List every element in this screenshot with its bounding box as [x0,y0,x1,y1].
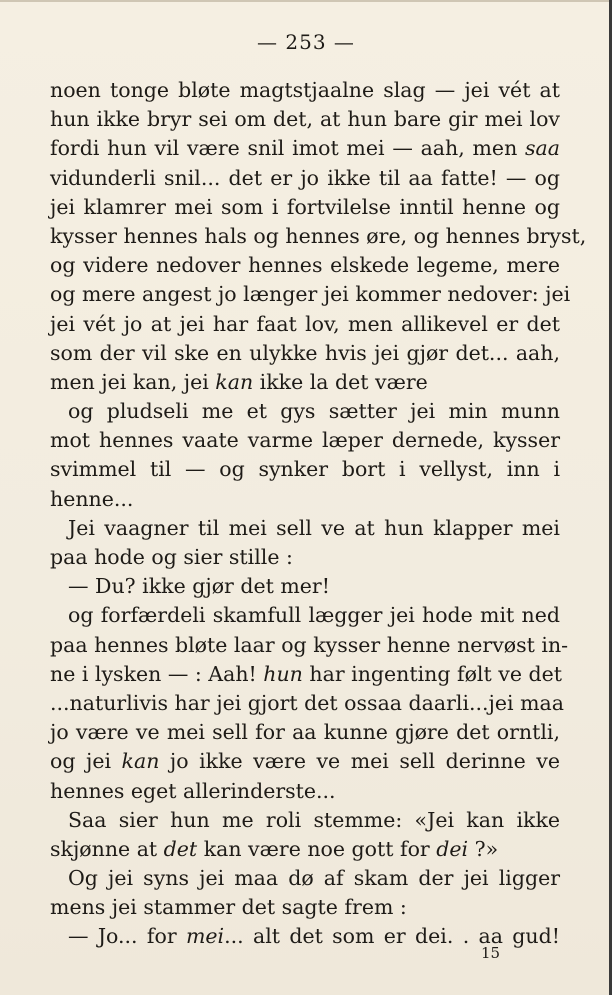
text-run: — Jo... for [68,924,186,949]
text-line [50,747,560,776]
text-run: henne... [50,486,134,511]
text-line [50,689,565,718]
text-line [50,222,587,251]
text-run: har ingenting følt ve det [302,661,562,686]
text-run: og pludseli me et gys sætter jei min munn [68,399,560,424]
text-line [50,193,560,222]
text-line [50,806,560,835]
text-run: men jei kan, jei [50,369,216,394]
text-line [50,893,560,922]
emphasized-text: mei [185,924,225,949]
text-run: svimmel til — og synker bort i vellyst, inn i [50,457,560,482]
text-run: fordi hun vil være snil imot mei — aah, men [50,136,526,161]
text-line [50,280,571,309]
text-run: mens jei stammer det sagte frem : [50,895,407,920]
text-run: ?» [468,836,499,861]
text-line [50,601,560,630]
text-line [50,543,560,572]
text-run: paa hode og sier stille : [50,545,293,569]
text-run: jo ikke være ve mei sell derinne ve [159,749,560,774]
text-line [50,134,560,163]
signature-mark: 15 [481,944,501,962]
text-line [50,572,560,601]
text-run: og mere angest jo længer jei kommer nedover: jei [50,282,571,307]
text-run: og jei [50,749,122,774]
text-line [50,310,560,339]
text-run: vidunderli snil... det er jo ikke til aa fatte! — og [50,165,560,190]
text-run: ikke la det være [253,369,428,394]
text-run: hun ikke bryr sei om det, at hun bare gir mei lov [50,107,560,132]
text-run: kan være noe gott for [197,836,437,861]
text-run: som der vil ske en ulykke hvis jei gjør det... aah, [50,340,560,365]
text-run: — Du? ikke gjør det mer! [68,574,330,599]
emphasized-text: kan [215,369,254,394]
text-run: Saa sier hun me roli stemme: «Jei kan ikke [68,807,560,832]
text-run: skjønne at [50,836,164,861]
text-line [50,718,560,747]
text-run: paa hennes bløte laar og kysser henne nervøst in- [50,632,569,657]
text-run: hennes eget allerinderste... [50,778,336,803]
text-run: og videre nedover hennes elskede legeme, mere [50,253,560,278]
page-number: — 253 — [257,30,355,54]
emphasized-text: saa [525,136,560,161]
text-line [50,76,560,105]
text-line [50,455,560,484]
text-run: jo være ve mei sell for aa kunne gjøre det orntli, [50,720,560,745]
text-line [50,864,560,893]
text-run: ne i lysken — : Aah! [50,661,264,686]
text-run: ...naturlivis har jei gjort det ossaa daarli...jei maa [50,690,565,715]
text-run: kysser hennes hals og hennes øre, og hennes bryst, [50,223,587,248]
emphasized-text: det [163,836,198,861]
text-run: og forfærdeli skamfull lægger jei hode mit ned [68,603,560,628]
text-run: Jei vaagner til mei sell ve at hun klapper mei [68,515,560,540]
text-line [50,660,560,689]
text-line [50,777,560,806]
text-run: mot hennes vaate varme læper dernede, kysser [50,428,560,453]
text-line [50,164,560,193]
text-line [50,397,560,426]
text-line [50,835,560,864]
text-run: noen tonge bløte magtstjaalne slag — jei vét at [50,78,560,102]
text-line [50,631,569,660]
text-run: jei klamrer mei som i fortvilelse inntil henne og [50,194,560,219]
emphasized-text: dei [436,836,469,861]
text-run: Og jei syns jei maa dø af skam der jei ligger [68,866,560,891]
text-line [50,368,560,397]
text-run: ... alt det som er dei. . aa gud! [224,924,560,949]
text-line [50,514,560,543]
text-line [50,105,560,134]
emphasized-text: hun [263,661,303,686]
text-line [50,251,560,280]
text-run: jei vét jo at jei har faat lov, men allikevel er det [50,311,560,336]
text-line [50,426,560,455]
text-line [50,339,560,368]
text-line [50,485,560,514]
body-text [50,76,587,952]
emphasized-text: kan [121,749,160,774]
page-top-edge [0,0,612,2]
